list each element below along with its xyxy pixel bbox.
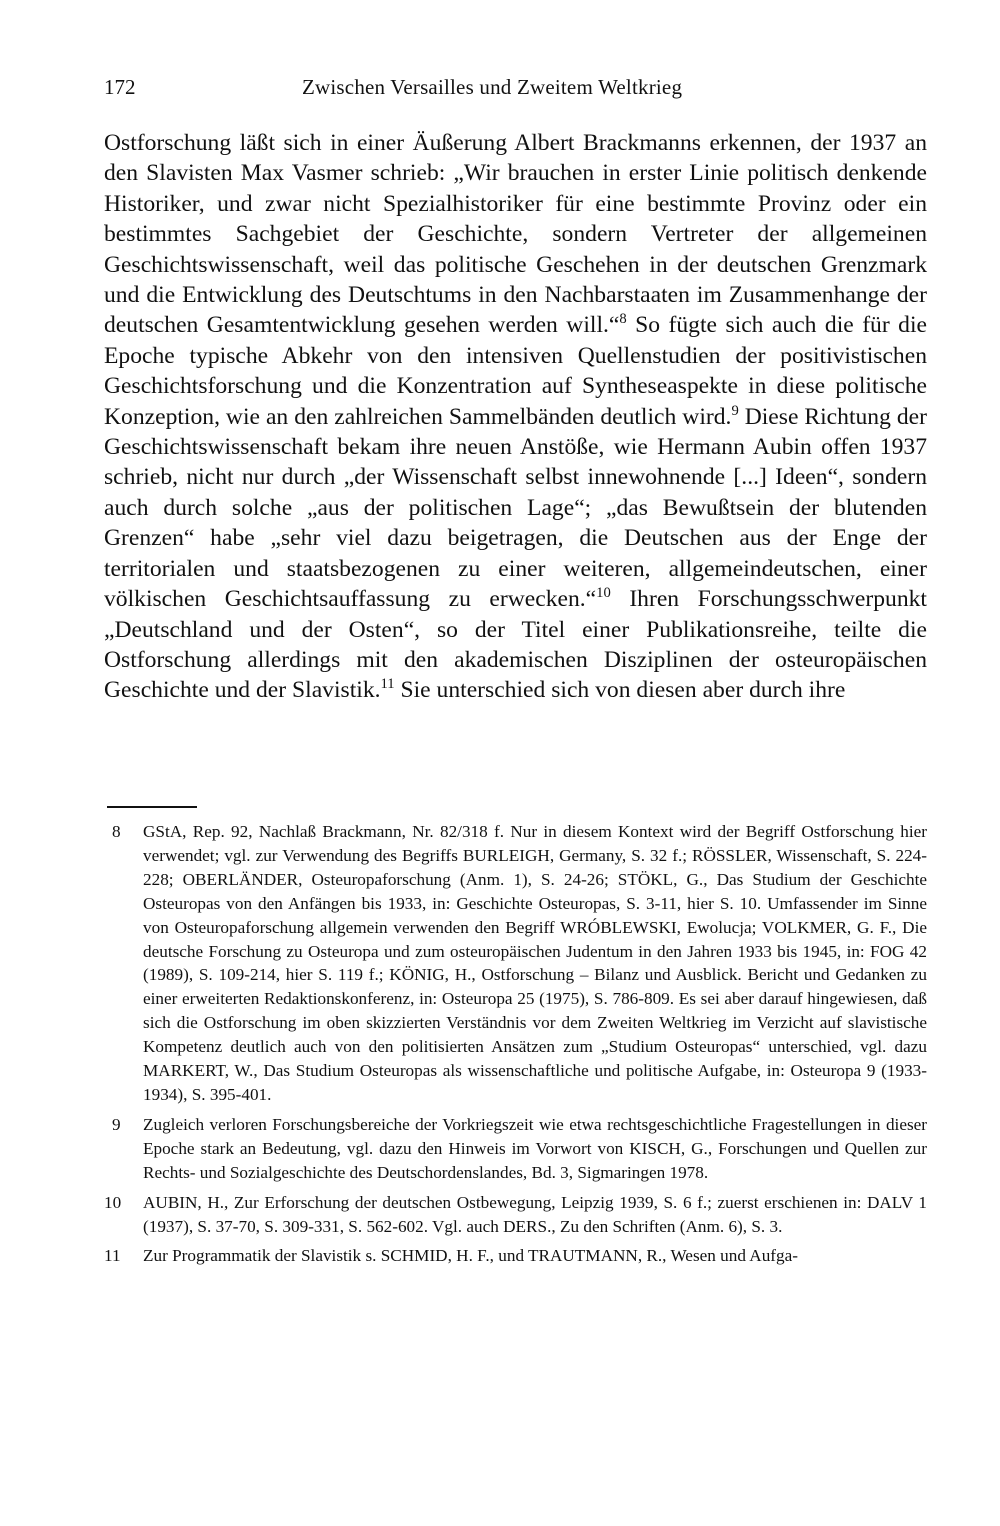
body-text-segment: Ostforschung läßt sich in einer Äußerung Albert Brackmanns erkennen, der 1937 an den Slavisten Max Vasmer schrieb: „Wir brauchen in erster Linie politisch denkende Historiker, und zwar nicht Spezialhistoriker für eine bestimmte Provinz oder ein bestimmtes Sachgebiet der Geschichte, sondern Vertreter der allgemeinen Geschichtswissenschaft, weil das politische Geschehen in der deutschen Grenzmark und die Entwicklung des Deutschtums in den Nachbarstaaten im Zusammenhange der deutschen Gesamtentwicklung gesehen werden will.“ <box>104 130 927 339</box>
footnote-text: Zur Programmatik der Slavistik s. SCHMID, H. F., und TRAUTMANN, R., Wesen und Aufga- <box>143 1246 798 1266</box>
footnote-9 <box>104 1113 927 1185</box>
footnote-separator <box>107 806 197 808</box>
page-number: 172 <box>104 75 136 99</box>
footnote-number: 10 <box>104 1192 122 1212</box>
running-head <box>104 72 927 102</box>
footnote-11 <box>104 1244 927 1268</box>
footnote-text: AUBIN, H., Zur Erforschung der deutschen Ostbewegung, Leipzig 1939, S. 6 f.; zuerst erschienen in: DALV 1 (1937), S. 37-70, S. 309-331, S. 562-602. Vgl. auch DERS., Zu den Schriften (Anm. 6), S. 3. <box>143 1192 927 1236</box>
footnote-ref: 10 <box>596 585 611 602</box>
body-text-segment: Ihren Forschungsschwerpunkt „Deutschland und der Osten“, so der Titel einer Publikationsreihe, teilte die Ostforschung allerdings mit den akademischen Disziplinen der osteuropäischen Geschichte und der Slavistik. <box>104 586 927 704</box>
body-paragraph <box>104 128 927 706</box>
footnote-8 <box>104 820 927 1107</box>
footnote-text: Zugleich verloren Forschungsbereiche der Vorkriegszeit wie etwa rechtsgeschichtliche Fragestellungen in dieser Epoche stark an Bedeutung, vgl. dazu den Hinweis im Vorwort von KISCH, G., Forschungen und Quellen zur Rechts- und Sozialgeschichte des Deutschordenslandes, Bd. 3, Sigmaringen 1978. <box>143 1114 927 1182</box>
main-text <box>104 128 927 706</box>
footnote-number: 8 <box>112 822 121 841</box>
footnote-text: GStA, Rep. 92, Nachlaß Brackmann, Nr. 82/318 f. Nur in diesem Kontext wird der Begriff Ostforschung hier verwendet; vgl. zur Verwendung des Begriffs BURLEIGH, Germany, S. 32 f.; RÖSSLER, Wissenschaft, S. 224-228; OBERLÄNDER, Osteuropaforschung (Anm. 1), S. 24-26; STÖKL, G., Das Studium der Geschichte Osteuropas von den Anfängen bis 1933, in: Geschichte Osteuropas, S. 3-11, hier S. 10. Umfassender im Sinne von Osteuropaforschung allgemein verwenden den Begriff WRÓBLEWSKI, Ewolucja; VOLKMER, G. F., Die deutsche Forschung zu Osteuropa und zum osteuropäischen Judentum in den Jahren 1933 bis 1945, in: FOG 42 (1989), S. 109-214, hier S. 119 f.; KÖNIG, H., Ostforschung – Bilanz und Ausblick. Bericht und Gedanken zu einer erweiterten Redaktionskonferenz, in: Osteuropa 25 (1975), S. 786-809. Es sei aber darauf hingewiesen, daß sich die Ostforschung im oben skizzierten Verständnis vor dem Zweiten Weltkrieg im Verzicht auf slavistische Kompetenz deutlich auch von den politisierten Ansätzen zum „Studium Osteuropas“ unterschied, vgl. dazu MARKERT, W., Das Studium Osteuropas als wissenschaftliche und politische Aufgabe, in: Osteuropa 9 (1933-1934), S. 395-401. <box>143 822 927 1104</box>
body-text-segment: Sie unterschied sich von diesen aber durch ihre <box>394 677 846 704</box>
footnote-ref: 9 <box>731 402 739 419</box>
footnote-ref: 8 <box>619 311 627 328</box>
footnote-number: 11 <box>104 1246 121 1266</box>
footnotes <box>104 820 927 1274</box>
running-title: Zwischen Versailles und Zweitem Weltkrieg <box>302 75 683 99</box>
footnote-number: 9 <box>112 1114 121 1134</box>
footnote-ref: 11 <box>380 676 395 693</box>
body-text-segment: Diese Richtung der Geschichtswissenschaft bekam ihre neuen Anstöße, wie Hermann Aubin offen 1937 schrieb, nicht nur durch „der Wissenschaft selbst innewohnende [...] Ideen“, sondern auch durch solche „aus der politischen Lage“; „das Bewußtsein der blutenden Grenzen“ habe „sehr viel dazu beigetragen, die Deutschen aus der Enge der territorialen und staatsbezogenen zu einer weiteren, allgemeindeutschen, einer völkischen Geschichtsauffassung zu erwecken.“ <box>104 403 927 613</box>
body-text-segment: So fügte sich auch die für die Epoche typische Abkehr von den intensiven Quellenstudien der positivistischen Geschichtsforschung und die Konzentration auf Syntheseaspekte in diese politische Konzeption, wie an den zahlreichen Sammelbänden deutlich wird. <box>104 312 927 430</box>
footnote-10 <box>104 1191 927 1239</box>
